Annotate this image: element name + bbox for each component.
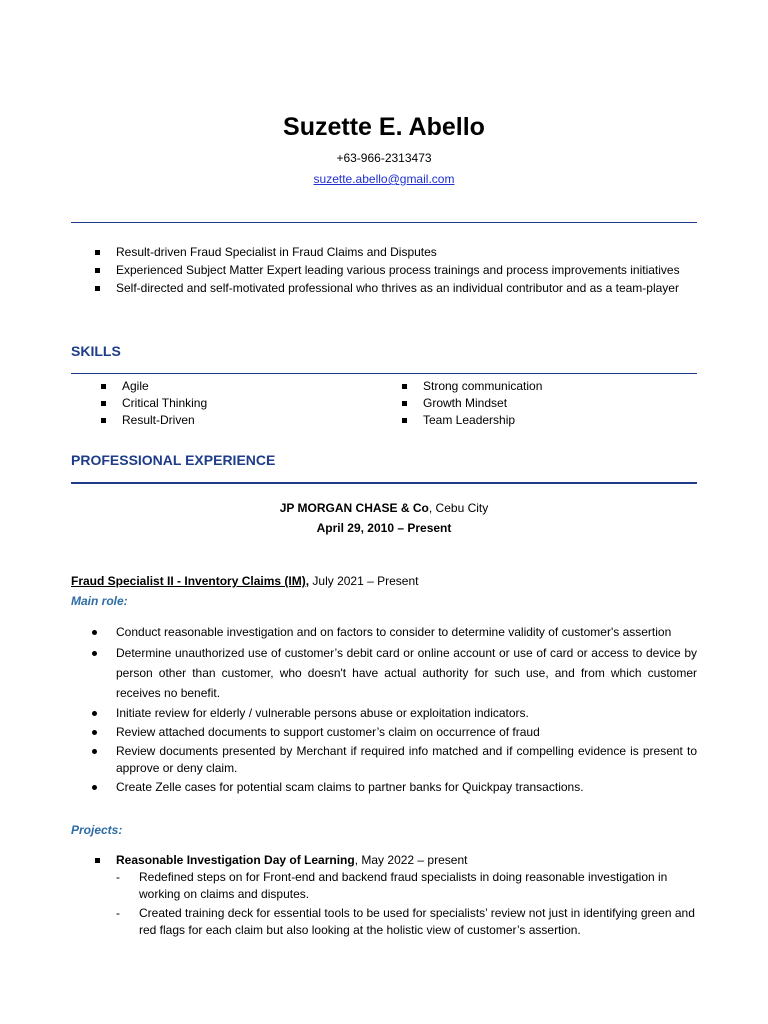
duty-item: Review attached documents to support customer’s claim on occurrence of fraud [71, 724, 697, 741]
duties-list [71, 624, 697, 798]
project-dates: , May 2022 – present [354, 853, 468, 867]
project-item [71, 852, 697, 869]
main-role-label: Main role: [71, 594, 128, 608]
skill-item: Growth Mindset [372, 395, 672, 412]
job-title-line [71, 573, 697, 590]
skill-item: Agile [71, 378, 371, 395]
email-line [0, 171, 768, 188]
company-name: JP MORGAN CHASE & Co [279, 501, 429, 515]
skills-left-column [71, 378, 371, 429]
experience-heading: PROFESSIONAL EXPERIENCE [71, 452, 276, 468]
duty-item: Conduct reasonable investigation and on factors to consider to determine validity of customer's assertion [71, 624, 697, 641]
skill-item: Team Leadership [372, 412, 672, 429]
duty-item: Review documents presented by Merchant if required info matched and if compelling evidence is present to approve or deny claim. [71, 743, 697, 777]
duty-item: Determine unauthorized use of customer’s debit card or online account or use of card or access to device by person other than customer, who doesn't have actual authority for such use, and from which customer receives no benefit. [71, 643, 697, 703]
job-dates: July 2021 – Present [309, 574, 419, 588]
duty-item: Create Zelle cases for potential scam claims to partner banks for Quickpay transactions. [71, 779, 697, 796]
summary-list [71, 244, 697, 298]
candidate-name: Suzette E. Abello [283, 113, 485, 141]
skill-item: Strong communication [372, 378, 672, 395]
projects-section [71, 852, 697, 941]
skills-divider [71, 373, 697, 374]
company-line [0, 500, 768, 517]
summary-item: Self-directed and self-motivated professional who thrives as an individual contributor and as a team-player [71, 280, 697, 297]
summary-item: Result-driven Fraud Specialist in Fraud Claims and Disputes [71, 244, 697, 261]
phone-number: +63-966-2313473 [336, 151, 432, 165]
duty-item: Initiate review for elderly / vulnerable persons abuse or exploitation indicators. [71, 705, 697, 722]
projects-label: Projects: [71, 823, 123, 837]
project-title: Reasonable Investigation Day of Learning [116, 853, 355, 867]
email-link[interactable]: suzette.abello@gmail.com [313, 172, 455, 186]
skill-item: Critical Thinking [71, 395, 371, 412]
experience-divider [71, 482, 697, 484]
project-detail-item: - Created training deck for essential tools to be used for specialists’ review not just in identifying green and red flags for each claim but also looking at the holistic view of customer’s assertion. [71, 905, 697, 939]
project-details [71, 869, 697, 939]
project-detail-item: - Redefined steps on for Front-end and backend fraud specialists in doing reasonable investigation in working on claims and disputes. [71, 869, 697, 903]
skill-item: Result-Driven [71, 412, 371, 429]
skills-heading: SKILLS [71, 343, 121, 359]
job-title: Fraud Specialist II - Inventory Claims (IM), [71, 574, 310, 588]
header-divider [71, 222, 697, 223]
company-location: , Cebu City [428, 501, 489, 515]
employment-dates: April 29, 2010 – Present [316, 521, 452, 535]
summary-item: Experienced Subject Matter Expert leading various process trainings and process improvements initiatives [71, 262, 697, 279]
skills-right-column [372, 378, 672, 429]
